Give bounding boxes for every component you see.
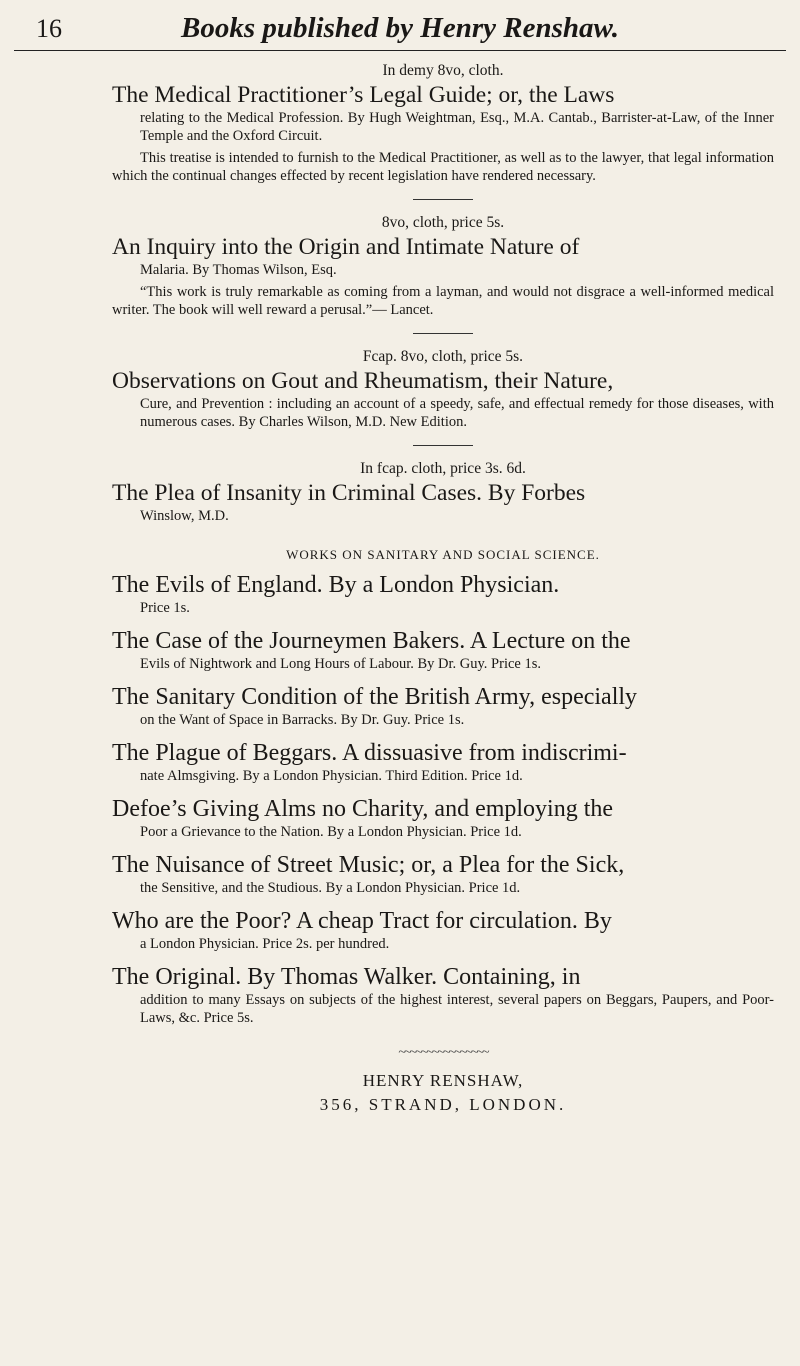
work-description: on the Want of Space in Barracks. By Dr. Guy. Price 1s. (140, 712, 465, 728)
entry-format: 8vo, cloth, price 5s. (381, 214, 505, 231)
catalogue-entry (112, 460, 774, 525)
entry-title: The Medical Practitioner’s Legal Guide; or, the Laws (112, 82, 615, 108)
work-description: the Sensitive, and the Studious. By a London Physician. Price 1d. (140, 880, 521, 896)
entry-title: Observations on Gout and Rheumatism, their Nature, (112, 368, 614, 394)
separator-rule (413, 199, 473, 200)
entry-note: “This work is truly remarkable as coming from a layman, and would not disgrace a well-informed medical writer. The book will well reward a perusal.”— Lancet. (112, 284, 774, 318)
entry-description: Malaria. By Thomas Wilson, Esq. (140, 262, 337, 278)
work-title: The Nuisance of Street Music; or, a Plea for the Sick, (112, 852, 625, 878)
work-title: The Original. By Thomas Walker. Containing, in (112, 964, 581, 990)
separator-rule (413, 333, 473, 334)
work-entry (112, 739, 774, 785)
entry-description: relating to the Medical Profession. By Hugh Weightman, Esq., M.A. Cantab., Barrister-at-Law, of the Inner Temple and the Oxford Circuit. (140, 110, 774, 144)
catalogue-entry (112, 62, 774, 185)
work-description: nate Almsgiving. By a London Physician. Third Edition. Price 1d. (140, 768, 523, 784)
work-entry (112, 795, 774, 841)
work-title: Who are the Poor? A cheap Tract for circulation. By (112, 908, 612, 934)
work-title: The Plague of Beggars. A dissuasive from indiscrimi- (112, 740, 627, 766)
work-description: Evils of Nightwork and Long Hours of Labour. By Dr. Guy. Price 1s. (140, 656, 541, 672)
running-head (14, 8, 786, 48)
section-heading: WORKS ON SANITARY AND SOCIAL SCIENCE. (286, 547, 600, 562)
entry-format: In fcap. cloth, price 3s. 6d. (360, 460, 526, 477)
separator-rule (413, 445, 473, 446)
work-description: Poor a Grievance to the Nation. By a London Physician. Price 1d. (140, 824, 522, 840)
catalogue-content (112, 58, 774, 1115)
work-title: The Evils of England. By a London Physician. (112, 572, 560, 598)
work-entry (112, 907, 774, 953)
header-rule (14, 50, 786, 51)
page-number: 16 (36, 14, 62, 43)
entry-format: Fcap. 8vo, cloth, price 5s. (362, 348, 524, 365)
work-title: The Case of the Journeymen Bakers. A Lecture on the (112, 628, 631, 654)
work-entry (112, 851, 774, 897)
running-title: Books published by Henry Renshaw. (180, 12, 620, 44)
publisher-address: 356, STRAND, LONDON. (319, 1095, 567, 1114)
work-title: The Sanitary Condition of the British Army, especially (112, 684, 638, 710)
entry-title: The Plea of Insanity in Criminal Cases. By Forbes (112, 480, 586, 506)
work-description: a London Physician. Price 2s. per hundred. (140, 936, 390, 952)
ornament-rule: ~~~~~~~~~~~~~~~~ (398, 1045, 488, 1060)
entry-description: Winslow, M.D. (140, 508, 229, 524)
entry-description: Cure, and Prevention : including an account of a speedy, safe, and effectual remedy for those diseases, with numerous cases. By Charles Wilson, M.D. New Edition. (140, 396, 774, 430)
work-entry (112, 683, 774, 729)
work-title: Defoe’s Giving Alms no Charity, and employing the (112, 796, 614, 822)
entry-note: This treatise is intended to furnish to the Medical Practitioner, as well as to the lawyer, that legal information which the continual changes effected by recent legislation have rendered necessary. (112, 150, 774, 184)
entry-title: An Inquiry into the Origin and Intimate Nature of (112, 234, 580, 260)
work-description: Price 1s. (140, 600, 190, 616)
work-description: addition to many Essays on subjects of the highest interest, several papers on Beggars, Paupers, and Poor-Laws, &c. Price 5s. (140, 992, 774, 1026)
work-entry (112, 963, 774, 1027)
catalogue-entry (112, 348, 774, 431)
work-entry (112, 627, 774, 673)
publisher-name: HENRY RENSHAW, (362, 1071, 524, 1090)
entry-format: In demy 8vo, cloth. (382, 62, 504, 79)
catalogue-entry (112, 214, 774, 319)
work-entry (112, 571, 774, 617)
